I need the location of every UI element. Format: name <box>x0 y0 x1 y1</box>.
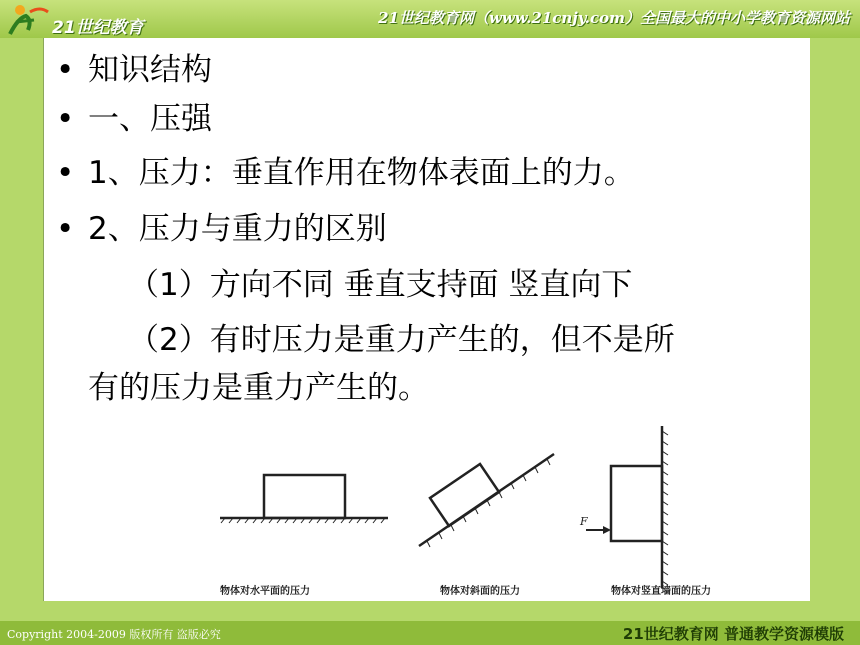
bullet-icon: • <box>56 155 75 191</box>
footer-bar <box>0 621 860 645</box>
right-margin <box>810 38 860 601</box>
difference-cause: （2）有时压力是重力产生的，但不是所 <box>128 322 675 358</box>
heading-knowledge-structure: • 知识结构 <box>56 52 212 88</box>
caption-vertical-wall: 物体对竖直墙面的压力 <box>611 586 711 597</box>
pressure-diagrams <box>175 421 717 599</box>
difference-cause-continued: 有的压力是重力产生的。 <box>88 370 429 406</box>
bullet-icon: • <box>56 101 75 137</box>
header-bar <box>0 0 860 38</box>
logo-text: 21世纪教育 <box>52 18 144 38</box>
definition-pressure-force: • 1、压力：垂直作用在物体表面上的力。 <box>56 155 635 191</box>
bullet-icon: • <box>56 52 75 88</box>
horizontal-surface-diagram <box>220 475 388 523</box>
caption-inclined: 物体对斜面的压力 <box>440 586 520 597</box>
caption-horizontal: 物体对水平面的压力 <box>220 586 310 597</box>
vertical-wall-diagram <box>579 426 668 588</box>
copyright-text: Copyright 2004-2009 版权所有 盗版必究 <box>7 628 221 641</box>
footer-brand: 21世纪教育网 普通教学资源模版 <box>622 625 844 643</box>
slide-content <box>43 38 811 601</box>
heading-difference: • 2、压力与重力的区别 <box>56 211 387 247</box>
force-label: F <box>580 515 588 528</box>
bullet-icon: • <box>56 211 75 247</box>
difference-direction: （1）方向不同 垂直支持面 竖直向下 <box>128 267 633 303</box>
heading-pressure: • 一、压强 <box>56 101 212 137</box>
site-tagline: 21世纪教育网（www.21cnjy.com）全国最大的中小学教育资源网站 <box>378 9 850 27</box>
inclined-plane-diagram <box>419 454 554 547</box>
